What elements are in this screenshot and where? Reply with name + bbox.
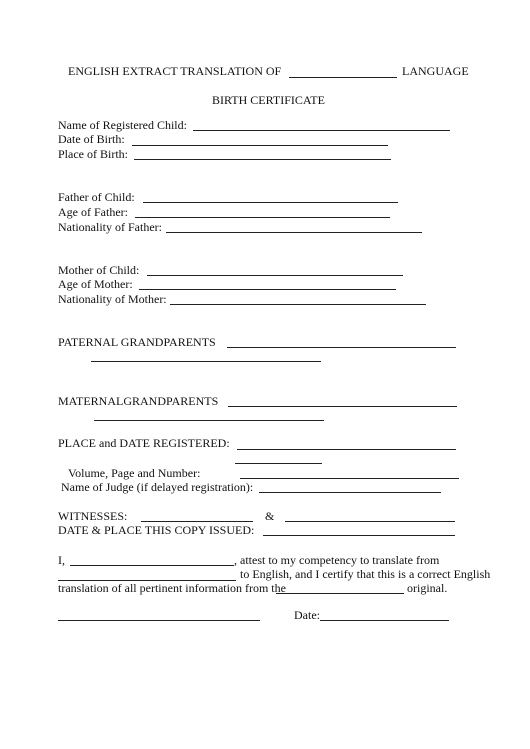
original-language-field[interactable] <box>276 593 404 594</box>
source-language-field[interactable] <box>289 77 397 78</box>
witness-1-field[interactable] <box>141 521 253 522</box>
mother-nationality-label: Nationality of Mother: <box>58 292 167 306</box>
maternal-grandparents-field-1[interactable] <box>228 406 457 407</box>
paternal-grandparents-field-1[interactable] <box>227 347 456 348</box>
place-date-registered-label: PLACE and DATE REGISTERED: <box>58 436 230 450</box>
volume-page-number-label: Volume, Page and Number: <box>68 466 201 480</box>
judge-name-field[interactable] <box>259 492 441 493</box>
child-name-field[interactable] <box>193 130 450 131</box>
date-of-birth-field[interactable] <box>132 145 388 146</box>
father-name-label: Father of Child: <box>58 190 135 204</box>
attestation-line1-end: , attest to my competency to translate from <box>234 553 440 567</box>
witnesses-label: WITNESSES: <box>58 509 128 523</box>
attestation-line3-end: original. <box>407 581 448 595</box>
mother-nationality-field[interactable] <box>170 304 426 305</box>
place-of-birth-field[interactable] <box>134 159 391 160</box>
attestation-line3-start: translation of all pertinent information from the <box>58 581 286 595</box>
mother-age-field[interactable] <box>139 289 396 290</box>
place-of-birth-label: Place of Birth: <box>58 147 128 161</box>
date-of-birth-label: Date of Birth: <box>58 132 125 146</box>
volume-page-number-field[interactable] <box>240 478 459 479</box>
judge-name-label: Name of Judge (if delayed registration): <box>61 480 254 494</box>
father-age-field[interactable] <box>135 217 390 218</box>
date-label: Date: <box>294 608 320 622</box>
father-name-field[interactable] <box>143 202 398 203</box>
child-name-label: Name of Registered Child: <box>58 118 187 132</box>
father-nationality-field[interactable] <box>166 232 422 233</box>
mother-name-field[interactable] <box>147 275 403 276</box>
signature-field[interactable] <box>58 620 260 621</box>
father-nationality-label: Nationality of Father: <box>58 220 162 234</box>
document-subtitle: BIRTH CERTIFICATE <box>212 93 325 107</box>
place-date-registered-field-1[interactable] <box>237 449 456 450</box>
title-left: ENGLISH EXTRACT TRANSLATION OF <box>68 64 282 78</box>
paternal-grandparents-field-2[interactable] <box>91 361 321 362</box>
maternal-grandparents-field-2[interactable] <box>94 420 324 421</box>
mother-name-label: Mother of Child: <box>58 263 140 277</box>
attestation-line1-start: I, <box>58 553 65 567</box>
father-age-label: Age of Father: <box>58 205 128 219</box>
translator-name-field[interactable] <box>70 565 234 566</box>
place-date-registered-field-2[interactable] <box>235 463 322 464</box>
title-right: LANGUAGE <box>402 64 469 78</box>
paternal-grandparents-label: PATERNAL GRANDPARENTS <box>58 335 216 349</box>
date-field[interactable] <box>320 620 449 621</box>
maternal-grandparents-label: MATERNALGRANDPARENTS <box>58 394 219 408</box>
witness-2-field[interactable] <box>285 521 455 522</box>
witnesses-ampersand: & <box>265 509 275 523</box>
attestation-line2-end: to English, and I certify that this is a correct English <box>240 567 491 581</box>
copy-issued-field[interactable] <box>263 535 455 536</box>
mother-age-label: Age of Mother: <box>58 277 133 291</box>
copy-issued-label: DATE & PLACE THIS COPY ISSUED: <box>58 523 255 537</box>
